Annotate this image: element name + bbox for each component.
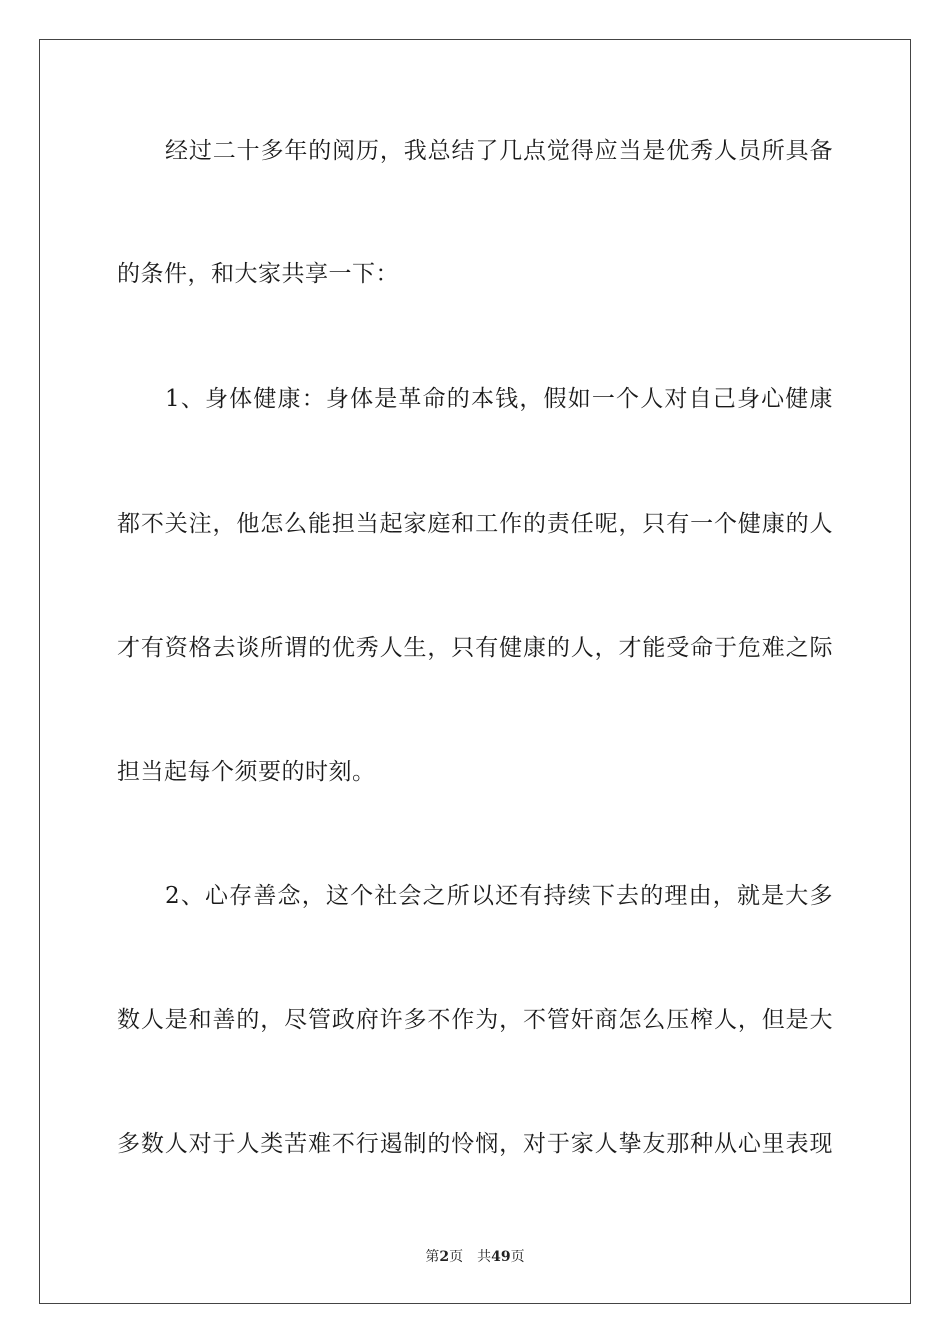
paragraph-1-line-1: 经过二十多年的阅历，我总结了几点觉得应当是优秀人员所具备 <box>165 138 833 164</box>
footer-total-suffix: 页 <box>510 1249 525 1265</box>
footer-total-prefix: 共 <box>477 1249 492 1265</box>
paragraph-2-line-3: 才有资格去谈所谓的优秀人生，只有健康的人，才能受命于危难之际 <box>117 635 833 661</box>
paragraph-3-line-1: 2、心存善念，这个社会之所以还有持续下去的理由，就是大多 <box>165 883 833 909</box>
paragraph-2-line-1: 1、身体健康：身体是革命的本钱，假如一个人对自己身心健康 <box>165 386 833 412</box>
paragraph-2-line-2: 都不关注，他怎么能担当起家庭和工作的责任呢，只有一个健康的人 <box>117 511 833 537</box>
footer-page-number: 2 <box>439 1249 450 1265</box>
page-footer <box>0 1246 950 1268</box>
paragraph-3-line-3: 多数人对于人类苦难不行遏制的怜悯，对于家人挚友那种从心里表现 <box>117 1131 833 1157</box>
footer-total-number: 49 <box>491 1249 511 1265</box>
footer-page-suffix: 页 <box>449 1249 464 1265</box>
paragraph-2-line-4: 担当起每个须要的时刻。 <box>117 759 376 785</box>
paragraph-1-line-2: 的条件，和大家共享一下： <box>117 261 399 287</box>
footer-page-prefix: 第 <box>425 1249 440 1265</box>
page-border <box>39 39 911 1304</box>
paragraph-3-line-2: 数人是和善的，尽管政府许多不作为，不管奸商怎么压榨人，但是大 <box>117 1007 833 1033</box>
